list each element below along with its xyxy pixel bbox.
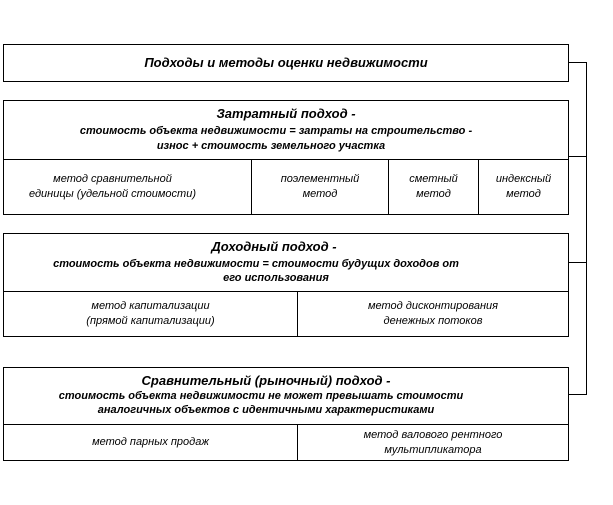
method-capitalization-line1: метод капитализации bbox=[91, 300, 210, 312]
connector-cost bbox=[569, 156, 586, 157]
connector-title bbox=[569, 62, 586, 63]
method-index bbox=[479, 160, 568, 214]
method-paired-sales bbox=[4, 425, 297, 460]
cost-approach-block bbox=[3, 100, 569, 215]
cost-approach-name: Затратный подход - bbox=[216, 106, 356, 121]
method-capitalization-line2: (прямой капитализации) bbox=[86, 315, 215, 327]
income-approach-block bbox=[3, 233, 569, 337]
method-comparative-unit bbox=[4, 160, 251, 214]
method-discounting-line2: денежных потоков bbox=[383, 315, 483, 327]
method-comparative-unit-line1: метод сравнительной bbox=[53, 173, 172, 185]
connector-comparative bbox=[569, 394, 586, 395]
method-estimate bbox=[389, 160, 478, 214]
method-paired-sales-line1: метод парных продаж bbox=[92, 436, 209, 448]
method-elemental-line2: метод bbox=[302, 188, 338, 200]
method-elemental bbox=[252, 160, 388, 214]
method-capitalization bbox=[4, 292, 297, 336]
cost-approach-formula-line1: стоимость объекта недвижимости = затраты на строительство - bbox=[79, 125, 473, 137]
comparative-approach-formula-line2: аналогичных объектов с идентичными характеристиками bbox=[97, 404, 435, 416]
comparative-approach-formula-line1: стоимость объекта недвижимости не может превышать стоимости bbox=[58, 390, 464, 402]
income-approach-formula-line1: стоимость объекта недвижимости = стоимости будущих доходов от bbox=[53, 258, 459, 270]
income-approach-formula-line2: его использования bbox=[223, 272, 329, 284]
method-estimate-line1: сметный bbox=[409, 173, 458, 185]
comparative-approach-name: Сравнительный (рыночный) подход - bbox=[141, 373, 391, 388]
method-index-line2: метод bbox=[506, 188, 541, 200]
diagram-title: Подходы и методы оценки недвижимости bbox=[144, 55, 428, 70]
method-gross-rent-multiplier-line2: мультипликатора bbox=[384, 443, 482, 456]
comparative-approach-block bbox=[3, 367, 569, 461]
method-gross-rent-multiplier-line1: метод валового рентного bbox=[363, 428, 503, 441]
title-box bbox=[3, 44, 569, 82]
method-estimate-line2: метод bbox=[416, 188, 451, 200]
method-discounting-line1: метод дисконтирования bbox=[367, 300, 499, 312]
connector-spine bbox=[586, 62, 587, 395]
method-elemental-line1: поэлементный bbox=[280, 173, 360, 185]
income-approach-name: Доходный подход - bbox=[211, 239, 337, 254]
method-discounting bbox=[298, 292, 568, 336]
connector-income bbox=[569, 262, 586, 263]
cost-approach-formula-line2: износ + стоимость земельного участка bbox=[156, 140, 386, 152]
method-index-line1: индексный bbox=[495, 173, 552, 185]
method-gross-rent-multiplier bbox=[298, 425, 568, 460]
method-comparative-unit-line2: единицы (удельной стоимости) bbox=[28, 188, 196, 200]
